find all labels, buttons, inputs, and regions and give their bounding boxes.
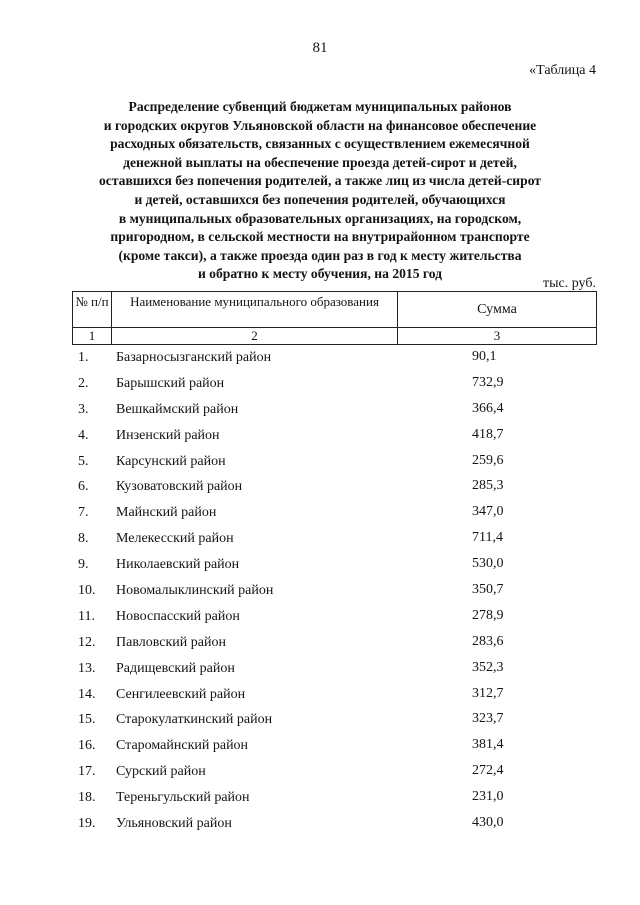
table-row <box>72 764 597 790</box>
unit-label: тыс. руб. <box>543 276 596 291</box>
district-name: Павловский район <box>116 634 226 650</box>
table-row <box>72 635 597 661</box>
amount: 312,7 <box>472 685 504 701</box>
amount: 711,4 <box>472 530 503 546</box>
row-number: 6. <box>78 479 89 495</box>
row-number: 16. <box>78 738 96 754</box>
amount: 350,7 <box>472 582 504 598</box>
table-row <box>72 428 597 454</box>
column-index-2: 2 <box>112 328 398 344</box>
table-header <box>72 291 597 345</box>
table-row <box>72 712 597 738</box>
title-line: Распределение субвенций бюджетам муниципальных районов <box>128 99 512 114</box>
amount: 278,9 <box>472 607 504 623</box>
document-title <box>80 98 560 284</box>
title-line: и детей, оставшихся без попечения родителей, обучающихся <box>134 191 506 207</box>
district-name: Мелекесский район <box>116 531 234 547</box>
amount: 530,0 <box>472 556 504 572</box>
district-name: Радищевский район <box>116 660 235 676</box>
table-reference: «Таблица 4 <box>529 63 596 78</box>
title-line: и городских округов Ульяновской области на финансовое обеспечение <box>103 117 537 133</box>
amount: 366,4 <box>472 400 504 416</box>
row-number: 14. <box>78 686 96 702</box>
amount: 285,3 <box>472 478 504 494</box>
column-index-1: 1 <box>73 328 112 344</box>
row-number: 11. <box>78 608 95 624</box>
row-number: 4. <box>78 427 89 443</box>
header-name: Наименование муниципального образования <box>112 292 398 327</box>
row-number: 8. <box>78 531 89 547</box>
amount: 430,0 <box>472 815 504 831</box>
title-line: и обратно к месту обучения, на 2015 год <box>197 266 443 282</box>
page-number: 81 <box>312 40 328 56</box>
amount: 259,6 <box>472 452 504 468</box>
table-row <box>72 816 597 842</box>
title-line: (кроме такси), а также проезда один раз в год к месту жительства <box>118 247 522 263</box>
title-line: пригородном, в сельской местности на внутрирайонном транспорте <box>110 229 530 245</box>
district-name: Инзенский район <box>116 427 220 443</box>
district-name: Карсунский район <box>116 453 226 469</box>
row-number: 3. <box>78 401 89 417</box>
row-number: 15. <box>78 712 96 728</box>
table-row <box>72 479 597 505</box>
row-number: 13. <box>78 660 96 676</box>
row-number: 12. <box>78 634 96 650</box>
amount: 90,1 <box>472 349 497 364</box>
amount: 732,9 <box>472 374 504 390</box>
district-name: Тереньгульский район <box>116 790 250 806</box>
amount: 323,7 <box>472 711 504 727</box>
row-number: 19. <box>78 816 96 832</box>
amount: 283,6 <box>472 633 504 649</box>
title-line: оставшихся без попечения родителей, а также лиц из числа детей-сирот <box>99 173 541 189</box>
table-row <box>72 557 597 583</box>
title-line: расходных обязательств, связанных с осуществлением ежемесячной <box>110 136 530 152</box>
header-sum: Сумма <box>477 302 517 317</box>
row-number: 18. <box>78 790 96 806</box>
title-line: денежной выплаты на обеспечение проезда детей-сирот и детей, <box>123 154 517 170</box>
row-number: 5. <box>78 453 89 469</box>
district-name: Вешкаймский район <box>116 401 239 417</box>
column-index-3: 3 <box>493 328 501 343</box>
district-name: Ульяновский район <box>116 816 232 832</box>
table-row <box>72 609 597 635</box>
amount: 272,4 <box>472 763 504 779</box>
amount: 418,7 <box>472 426 504 442</box>
table-row <box>72 454 597 480</box>
amount: 231,0 <box>472 789 504 805</box>
district-name: Новомалыклинский район <box>116 583 274 599</box>
district-name: Майнский район <box>116 505 217 521</box>
amount: 381,4 <box>472 737 504 753</box>
district-name: Базарносызганский район <box>116 350 272 365</box>
district-name: Кузоватовский район <box>116 479 243 495</box>
table-row <box>72 531 597 557</box>
row-number: 17. <box>78 764 96 780</box>
row-number: 7. <box>78 505 89 521</box>
title-line: в муниципальных образовательных организациях, на городском, <box>118 210 522 226</box>
row-number: 1. <box>78 350 89 365</box>
table-row <box>72 505 597 531</box>
table-row <box>72 738 597 764</box>
table-row <box>72 583 597 609</box>
row-number: 10. <box>78 583 96 599</box>
header-number: № п/п <box>73 292 112 327</box>
table-row <box>72 350 597 376</box>
district-name: Николаевский район <box>116 557 240 573</box>
table-row <box>72 687 597 713</box>
district-name: Новоспасский район <box>116 608 240 624</box>
district-name: Сенгилеевский район <box>116 686 246 702</box>
district-name: Сурский район <box>116 764 206 780</box>
row-number: 2. <box>78 375 89 391</box>
amount: 352,3 <box>472 659 504 675</box>
district-name: Старомайнский район <box>116 738 249 754</box>
table-row <box>72 402 597 428</box>
district-name: Барышский район <box>116 375 225 391</box>
amount: 347,0 <box>472 504 504 520</box>
table-row <box>72 376 597 402</box>
table-row <box>72 661 597 687</box>
row-number: 9. <box>78 557 89 573</box>
table-body <box>72 350 597 842</box>
table-row <box>72 790 597 816</box>
district-name: Старокулаткинский район <box>116 712 273 728</box>
